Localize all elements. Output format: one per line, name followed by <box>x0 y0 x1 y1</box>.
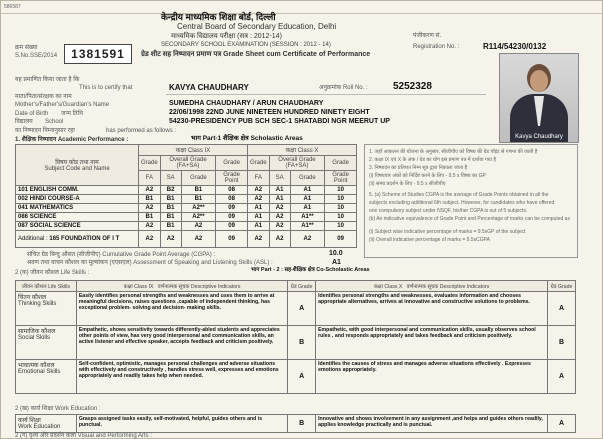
part2-title: भाग Part - 2 : सह-शैक्षिक क्षेत्र Co-Scholastic Areas <box>251 267 370 273</box>
card-title: ग्रेड शीट सह निष्पादन प्रमाण पत्र Grade Sheet cum Certificate of Performance <box>141 51 371 58</box>
grade-cell: A1 <box>269 186 290 195</box>
skill-name: सामाजिक कौशल Social Skills <box>16 326 77 360</box>
life-skills-label: 2 (क) जीवन कौशल Life Skills : <box>15 270 90 276</box>
grade-point-cell: 09 <box>216 231 248 248</box>
student-name: KAVYA CHAUDHARY <box>169 83 249 92</box>
certify-text: This is to certify that <box>79 85 133 91</box>
board-name-hindi: केन्द्रीय माध्यमिक शिक्षा बोर्ड, दिल्ली <box>161 12 276 22</box>
col-grade-x-2: Grade <box>325 156 357 171</box>
col-fa-ix: FA <box>139 171 161 186</box>
grade-cell: A2 <box>139 186 161 195</box>
skill-name: चिंतन कौशल Thinking Skills <box>16 292 77 326</box>
descriptor-ix: Empathetic, shows sensitivity towards differently-abled students and appreciates other points of view, has very good interpersonal and communication skills, an active listener and effective speaker, accepts feedback and criticism positively. <box>76 326 287 360</box>
grade-point-cell: 10 <box>325 222 357 231</box>
photo-caption: Kavya Chaudhary <box>515 134 563 140</box>
subject-name: 101 ENGLISH COMM. <box>16 186 139 195</box>
roll-label: अनुक्रमांक Roll No. : <box>319 85 368 91</box>
info-notes-box <box>364 144 578 258</box>
grade-x: A <box>548 292 576 326</box>
asl-label: श्रवण तथा वाचन कौशल का मूल्यांकन (एएसएल) Assessment of Speaking and Listening Skills (ASL) : <box>27 260 273 266</box>
additional-subject: Additional : 165 FOUNDATION OF I T <box>16 231 139 248</box>
work-education-label: 2 (ख) कार्य शिक्षा Work Education : <box>15 406 101 412</box>
top-strip <box>1 1 603 14</box>
col-grade-ix-2: Grade <box>216 156 248 171</box>
descriptor-ix: Grasps assigned tasks easily, self-motivated, helpful, guides others and is punctual. <box>76 415 287 433</box>
info-line: 5. (a) Scheme of Studies CGPA is the average of Grade Points obtained in all the <box>369 192 549 198</box>
table-row <box>16 415 576 433</box>
grade-cell: B1 <box>181 195 216 204</box>
subject-header <box>16 145 139 186</box>
grade-cell: B2 <box>160 186 181 195</box>
school-hindi: विद्यालय <box>15 119 33 125</box>
exam-title: SECONDARY SCHOOL EXAMINATION (SESSION : 2012 - 14) <box>161 42 331 48</box>
table-row-additional <box>16 231 357 248</box>
serial-label: S.No.SSE/2014 <box>15 53 58 59</box>
grade-point-cell: 08 <box>216 195 248 204</box>
col-overall-ix: Overall Grade (FA+SA) <box>160 156 216 171</box>
subject-name: 087 SOCIAL SCIENCE <box>16 222 139 231</box>
student-photo <box>499 53 579 143</box>
dob-label: Date of Birth <box>15 111 49 117</box>
board-name: Central Board of Secondary Education, Delhi <box>177 22 337 31</box>
performance-label: has performed as follows : <box>106 128 177 134</box>
grade-ix: B <box>288 326 316 360</box>
visual-arts-label: 2 (ग) दृश्य और प्रदर्शन कला Visual and Performing Arts : <box>15 433 153 439</box>
descriptor-x: Innovative and shows involvement in any assignment ,and helps and guides others readily, applies knowledge practically and is punctual. <box>316 415 548 433</box>
descriptor-ix: Easily identifies personal strengths and weaknesses and uses them to arrive at meaningful decisions, raises questions ,capable of independent thinking, has exceptional problem- solving and decision- making skills. <box>76 292 287 326</box>
certify-hindi: यह प्रमाणित किया जाता है कि <box>15 77 80 83</box>
grade-cell: A2 <box>181 222 216 231</box>
grade-cell: A2** <box>181 204 216 213</box>
grade-cell: A2 <box>269 222 290 231</box>
dob-value: 22/06/1998 22ND JUNE NINETEEN HUNDRED NINETY EIGHT <box>169 109 370 116</box>
grade-cell: A1 <box>247 204 269 213</box>
descriptor-x: Identifies personal strengths and weaknesses, evaluates information and chooses appropriate alternatives, arrives at innovative and constructive solutions to problems. <box>316 292 548 326</box>
info-line: 3. निष्पादन का प्रतिशत निम्न सूत्र द्वारा निकाला जाता है <box>369 165 468 171</box>
grade-point-cell: 10 <box>325 186 357 195</box>
parents-hindi: माता/पिता/संरक्षक का नाम <box>15 94 72 100</box>
grade-cell: A2 <box>139 222 161 231</box>
serial-number: 1381591 <box>64 44 132 64</box>
col-life-skills: जीवन कौशल Life Skills <box>16 281 77 292</box>
grade-cell: A2 <box>181 231 216 248</box>
grade-cell: A1 <box>247 213 269 222</box>
registration-label: Registration No. : <box>413 44 460 50</box>
roll-number: 5252328 <box>393 81 432 92</box>
info-line: (i) विषयवार अंकों को निर्दिष्ट करने के लिए - 9.5 x विषय का GP <box>369 173 486 179</box>
grade-cell: A2** <box>181 213 216 222</box>
col-sa-x: SA <box>269 171 290 186</box>
grade-cell: A2 <box>247 231 269 248</box>
scholastic-table <box>15 144 357 248</box>
grade-cell: A2 <box>247 195 269 204</box>
col-gp-ix: Grade Point <box>216 171 248 186</box>
col-grade-x-3: Grade <box>290 171 325 186</box>
grade-x: A <box>548 415 576 433</box>
info-line: one compulsory subject under NSQF, his/her CGPA is out of 5 subjects. <box>369 208 528 214</box>
subject-header-hindi: विषय कोड तथा नाम <box>55 160 99 166</box>
table-row <box>16 195 357 204</box>
school-value: 54230-PRESIDENCY PUB SCH SEC-1 SHATABDI NGR MEERUT UP <box>169 118 390 125</box>
grade-point-cell: 09 <box>216 204 248 213</box>
grade-point-cell: 10 <box>325 204 357 213</box>
grade-cell: B1 <box>181 186 216 195</box>
grade-cell: A2 <box>160 231 181 248</box>
grade-point-cell: 10 <box>325 213 357 222</box>
class-ix-header: कक्षा Class IX <box>139 145 248 156</box>
grade-point-cell: 09 <box>216 222 248 231</box>
grade-cell: A2 <box>269 204 290 213</box>
registration-label-hindi: पंजीकरण सं. <box>413 33 442 39</box>
table-row <box>16 326 576 360</box>
name-rule <box>166 94 486 95</box>
grade-ix: A <box>288 292 316 326</box>
parents-label: Mother's/Father's/Guardian's Name <box>15 102 110 108</box>
skill-name: कार्य शिक्षा Work Education <box>16 415 77 433</box>
info-line: 1. जहाँ आकलन की योजना के अनुसार, सीजीपीए को विषय की ग्रेड पॉइंट से गणना की जाती है <box>369 149 538 155</box>
table-row <box>16 213 357 222</box>
photo-face <box>530 70 548 92</box>
info-line: 2. कक्षा IX एवं X के अंक / ग्रेड का योग इस प्रमाण पत्र में दर्शाया गया है <box>369 157 497 163</box>
grade-cell: A2 <box>269 213 290 222</box>
grade-cell: B1 <box>160 213 181 222</box>
col-grade-x: Grade <box>247 156 269 171</box>
col-fa-x: FA <box>247 171 269 186</box>
col-desc-ix <box>76 281 287 292</box>
subject-header-text: Subject Code and Name <box>44 166 110 172</box>
cgpa-value: 10.0 <box>329 250 343 257</box>
grade-ix: B <box>288 415 316 433</box>
table-row <box>16 186 357 195</box>
registration-number: R114/54230/0132 <box>483 42 547 51</box>
table-row <box>16 360 576 394</box>
info-line: (ii) Overall indicative percentage of marks = 9.5xCGPA <box>369 237 490 243</box>
corner-code: 586587 <box>4 4 21 10</box>
skill-name: भावात्मक कौशल Emotional Skills <box>16 360 77 394</box>
col-grade-ix-3: Grade <box>181 171 216 186</box>
part1-title: भाग Part-1 शैक्षिक क्षेत्र Scholastic Areas <box>191 135 303 142</box>
desc-label-x: वर्णनात्मक सूचक Descriptive Indicators <box>406 284 490 290</box>
col-grade-ix: Grade <box>139 156 161 171</box>
grade-x: A <box>548 360 576 394</box>
asl-value: A1 <box>332 259 341 266</box>
exam-hindi: माध्यमिक विद्यालय परीक्षा (सत्र : 2012-14) <box>171 33 282 40</box>
grade-cell: A2 <box>247 186 269 195</box>
serial-label-hindi: क्रम संख्या <box>15 45 38 51</box>
table-row <box>16 222 357 231</box>
grade-cell: A1 <box>247 222 269 231</box>
col-grade-x: ग्रेड Grade <box>548 281 576 292</box>
grade-cell: A2 <box>139 204 161 213</box>
grade-cell: A2 <box>269 231 290 248</box>
parents-name: SUMEDHA CHAUDHARY / ARUN CHAUDHARY <box>169 100 324 107</box>
grade-cell: B1 <box>139 195 161 204</box>
descriptor-x: Identifies the causes of stress and manages adverse situations effectively . Expresses emotions appropriately. <box>316 360 548 394</box>
subject-name: 086 SCIENCE <box>16 213 139 222</box>
dob-hindi: जन्म तिथि <box>61 111 83 117</box>
grade-point-cell: 10 <box>325 195 357 204</box>
grade-cell: B1 <box>139 213 161 222</box>
info-line: (i) Subject wise indicative percentage of marks = 9.5xGP of the subject <box>369 229 526 235</box>
col-sa-ix: SA <box>160 171 181 186</box>
info-line: (b) An indicative equivalence of Grade Point and Percentage of marks can be computed as <box>369 216 570 222</box>
col-gp-x: Grade Point <box>325 171 357 186</box>
grade-cell: A2 <box>139 231 161 248</box>
grade-cell: A1** <box>290 213 325 222</box>
grade-point-cell: 08 <box>216 186 248 195</box>
grade-cell: A2 <box>290 231 325 248</box>
grade-cell: A1** <box>290 222 325 231</box>
col-grade-ix: ग्रेड Grade <box>288 281 316 292</box>
desc-label-ix: वर्णनात्मक सूचक Descriptive Indicators <box>157 284 241 290</box>
grade-point-cell: 09 <box>325 231 357 248</box>
school-label: School <box>45 119 64 125</box>
col-overall-x: Overall Grade (FA+SA) <box>269 156 325 171</box>
grade-x: B <box>548 326 576 360</box>
info-line: subjects excluding additional 6th subject. However, for candidates who have offered <box>369 200 555 206</box>
grade-cell: A1 <box>290 204 325 213</box>
grade-cell: B1 <box>160 195 181 204</box>
grade-cell: A1 <box>269 195 290 204</box>
grade-cell: B1 <box>160 222 181 231</box>
class-ix-label: कक्षा Class IX <box>123 284 154 290</box>
cgpa-label: संचित ग्रेड बिन्दु औसत (सीजीपीए) Cumulative Grade Point Average (CGPA) : <box>27 252 216 258</box>
descriptor-x: Empathetic, with good interpersonal and communication skills, usually observes school rules , and responds appropriately and takes feedback and criticism positively. <box>316 326 548 360</box>
co-scholastic-table <box>15 280 576 394</box>
grade-cell: A1 <box>290 186 325 195</box>
subject-name: 002 HINDI COURSE-A <box>16 195 139 204</box>
class-x-label: कक्षा Class X <box>373 284 403 290</box>
descriptor-ix: Self-confident, optimistic, manages personal challenges and adverse situations with effectively and constructively , handles stress well, expresses and emotions appropriately and readily takes help when needed. <box>76 360 287 394</box>
grade-point-cell: 09 <box>216 213 248 222</box>
work-education-table <box>15 414 576 433</box>
col-desc-x <box>316 281 548 292</box>
class-x-header: कक्षा Class X <box>247 145 356 156</box>
grade-cell: A1 <box>290 195 325 204</box>
performance-hindi: का निष्पादन निम्नानुसार रहा <box>15 128 75 134</box>
grade-ix: A <box>288 360 316 394</box>
table-row <box>16 292 576 326</box>
table-row <box>16 204 357 213</box>
academic-label: 1. शैक्षिक निष्पादन Academic Performance : <box>15 137 129 143</box>
grade-cell: B1 <box>160 204 181 213</box>
info-line: (ii) समग्र प्रदर्शन के लिए - 9.5 x सीजीपीए <box>369 181 446 187</box>
subject-name: 041 MATHEMATICS <box>16 204 139 213</box>
